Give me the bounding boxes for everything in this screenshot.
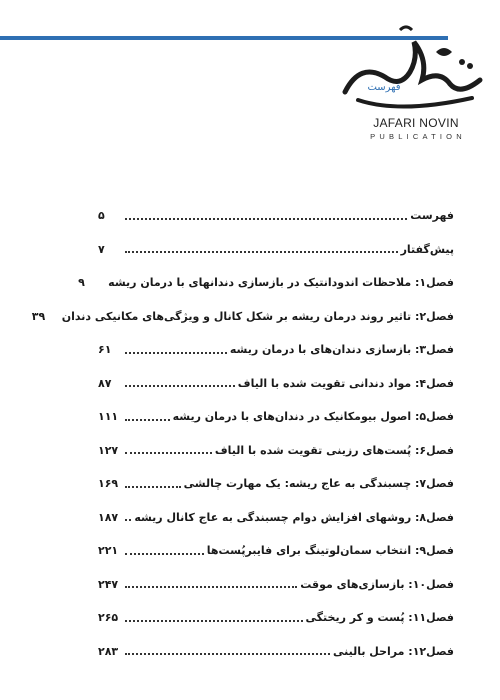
toc-entry-title: فصل۳: بازسازی دندان‌های با درمان ریشه <box>229 343 454 357</box>
toc-leader-dots <box>125 519 131 521</box>
toc-entry-title: فصل۵: اصول بیومکانیک در دندان‌های با درمان ریشه <box>172 410 454 424</box>
toc-entry[interactable] <box>98 534 454 568</box>
toc-entry-page: ۸۷ <box>98 376 112 390</box>
toc-entry-page: ۶۱ <box>98 343 112 357</box>
toc-entry[interactable] <box>98 568 454 602</box>
toc-leader-dots <box>125 419 170 421</box>
toc-entry[interactable] <box>98 601 454 635</box>
toc-entry-title: فصل۱: ملاحظات اندودانتیک در بازسازی دندانهای با درمان ریشه <box>108 276 454 290</box>
toc-entry-page: ۱۱۱ <box>98 410 119 424</box>
toc-entry[interactable] <box>98 434 454 468</box>
toc-entry[interactable] <box>98 501 454 535</box>
toc-entry[interactable] <box>98 233 454 267</box>
toc-entry[interactable] <box>98 367 454 401</box>
toc-entry-title: پیش‌گفتار <box>400 242 454 256</box>
toc-entry-title: فهرست <box>410 209 454 223</box>
toc-entry[interactable] <box>31 300 454 334</box>
toc-entry-title: فصل۶: پُست‌های رزینی تقویت شده با الیاف <box>214 443 454 457</box>
toc-leader-dots <box>125 251 398 253</box>
toc-leader-dots <box>125 486 181 488</box>
toc-entry-page: ۳۹ <box>31 309 46 323</box>
toc-entry[interactable] <box>98 333 454 367</box>
toc-entry-page: ۱۲۷ <box>98 443 119 457</box>
toc-leader-dots <box>125 452 212 454</box>
toc-entry-title: فصل۲: تاثیر روند درمان ریشه بر شکل کانال و ویژگی‌های مکانیکی دندان <box>61 309 454 323</box>
toc-entry-page: ۲۸۳ <box>98 644 119 658</box>
calligraphy-logo-icon <box>340 22 490 117</box>
publisher-name: JAFARI NOVIN <box>373 116 459 130</box>
toc-entry-title: فصل۸: روشهای افزایش دوام چسبندگی به عاج کانال ریشه <box>134 510 454 524</box>
toc-leader-dots <box>125 385 235 387</box>
toc-entry-page: ۹ <box>78 276 85 290</box>
toc-entry-page: ۲۶۵ <box>98 611 119 625</box>
toc-entry-page: ۵ <box>98 209 105 223</box>
toc-entry-page: ۲۲۱ <box>98 544 119 558</box>
toc-entry-title: فصل۹: انتخاب سمان‌لوتینگ برای فایبرپُست‌ها <box>206 544 454 558</box>
toc-entry-title: فصل۱۰: بازسازی‌های موقت <box>300 577 454 591</box>
table-of-contents <box>31 199 454 668</box>
toc-entry[interactable] <box>98 199 454 233</box>
toc-entry-title: فصل۴: مواد دندانی تقویت شده با الیاف <box>237 376 454 390</box>
publisher-subtitle: PUBLICATION <box>370 132 466 141</box>
toc-entry-page: ۲۴۷ <box>98 577 119 591</box>
toc-leader-dots <box>125 620 303 622</box>
toc-entry-page: ۱۸۷ <box>98 510 119 524</box>
toc-entry-page: ۱۶۹ <box>98 477 119 491</box>
toc-leader-dots <box>125 553 204 555</box>
toc-leader-dots <box>125 352 227 354</box>
toc-entry[interactable] <box>98 467 454 501</box>
toc-entry-title: فصل۱۲: مراحل بالینی <box>332 644 454 658</box>
toc-entry[interactable] <box>98 400 454 434</box>
toc-leader-dots <box>125 218 407 220</box>
toc-entry-title: فصل۱۱: پُست و کر ریختگی <box>305 611 454 625</box>
toc-leader-dots <box>125 653 330 655</box>
toc-entry-title: فصل۷: چسبندگی به عاج ریشه: یک مهارت چالشی <box>183 477 454 491</box>
toc-leader-dots <box>125 586 297 588</box>
toc-entry[interactable] <box>78 266 454 300</box>
toc-entry-page: ۷ <box>98 242 105 256</box>
toc-entry[interactable] <box>98 635 454 669</box>
logo-word: فهرست <box>367 82 401 93</box>
